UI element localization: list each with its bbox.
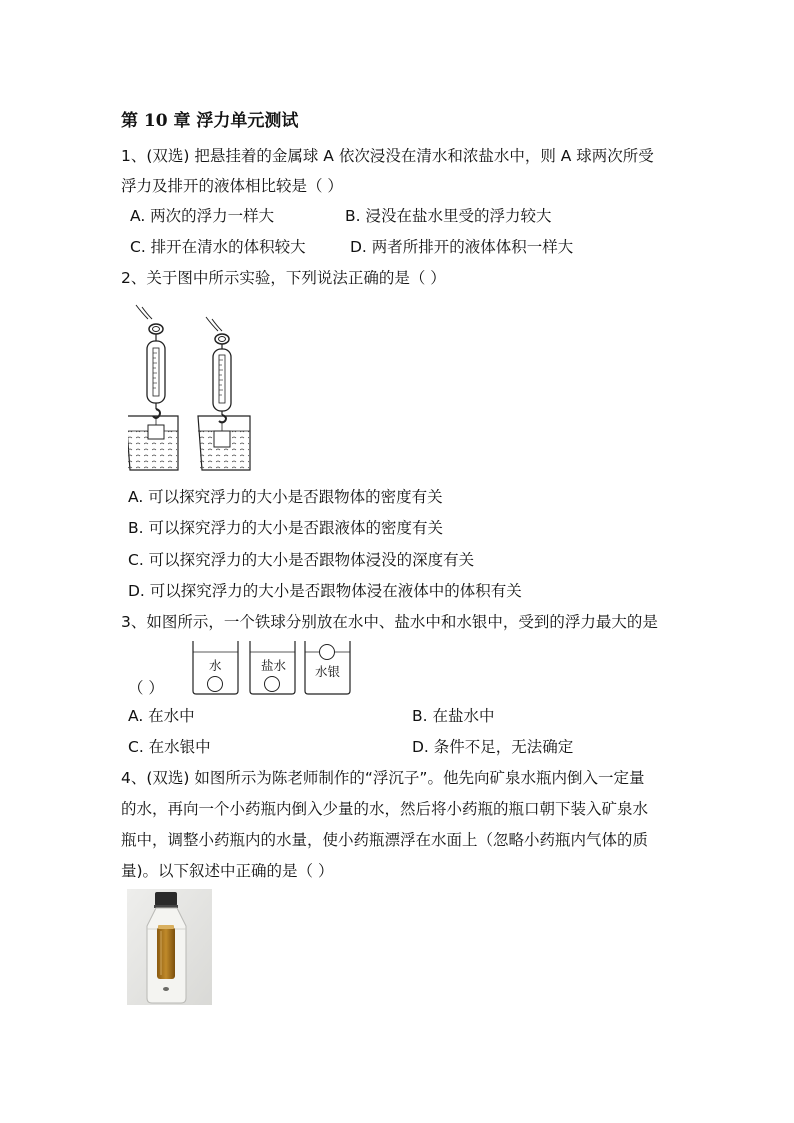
q1-option-c: C. 排开在清水的体积较大 [130, 238, 306, 256]
spring-scale-experiment-figure [128, 303, 253, 473]
q2-stem: 2、关于图中所示实验，下列说法正确的是（ ） [121, 269, 446, 287]
q1-option-b: B. 浸没在盐水里受的浮力较大 [345, 207, 552, 225]
q3-answer-blank: （ ） [128, 679, 164, 697]
q3-option-b: B. 在盐水中 [412, 707, 495, 725]
q3-option-d: D. 条件不足，无法确定 [412, 738, 574, 756]
medicine-vial [157, 927, 175, 979]
beaker-label-water: 水 [209, 658, 222, 673]
bottle-cap [155, 892, 177, 906]
q4-stem-line4: 量)。以下叙述中正确的是（ ） [121, 862, 334, 880]
beaker-label-salt-water: 盐水 [261, 658, 287, 673]
q2-option-b: B. 可以探究浮力的大小是否跟液体的密度有关 [128, 519, 443, 537]
left-beaker [128, 416, 178, 470]
q3-option-c: C. 在水银中 [128, 738, 211, 756]
q2-option-d: D. 可以探究浮力的大小是否跟物体浸在液体中的体积有关 [128, 582, 522, 600]
q4-stem-line2: 的水，再向一个小药瓶内倒入少量的水，然后将小药瓶的瓶口朝下装入矿泉水 [121, 800, 649, 818]
q4-stem-line1: 4、(双选) 如图所示为陈老师制作的“浮沉子”。他先向矿泉水瓶内倒入一定量 [121, 769, 645, 787]
q1-option-a: A. 两次的浮力一样大 [130, 207, 275, 225]
q3-option-a: A. 在水中 [128, 707, 195, 725]
q1-stem-line1: 1、(双选) 把悬挂着的金属球 A 依次浸没在清水和浓盐水中，则 A 球两次所受 [121, 147, 654, 165]
q2-option-a: A. 可以探究浮力的大小是否跟物体的密度有关 [128, 488, 443, 506]
q4-stem-line3: 瓶中，调整小药瓶内的水量，使小药瓶漂浮在水面上（忽略小药瓶内气体的质 [121, 831, 649, 849]
page-title: 第 10 章 浮力单元测试 [121, 111, 299, 131]
left-spring-scale [136, 305, 165, 425]
right-beaker [198, 416, 250, 470]
q2-option-c: C. 可以探究浮力的大小是否跟物体浸没的深度有关 [128, 551, 475, 569]
q3-stem: 3、如图所示，一个铁球分别放在水中、盐水中和水银中，受到的浮力最大的是 [121, 613, 658, 631]
right-spring-scale [206, 317, 231, 431]
q1-option-d: D. 两者所排开的液体体积一样大 [350, 238, 574, 256]
beaker-label-mercury: 水银 [315, 664, 341, 679]
cartesian-diver-photo [127, 889, 212, 1005]
q1-stem-line2: 浮力及排开的液体相比较是（ ） [121, 177, 343, 195]
